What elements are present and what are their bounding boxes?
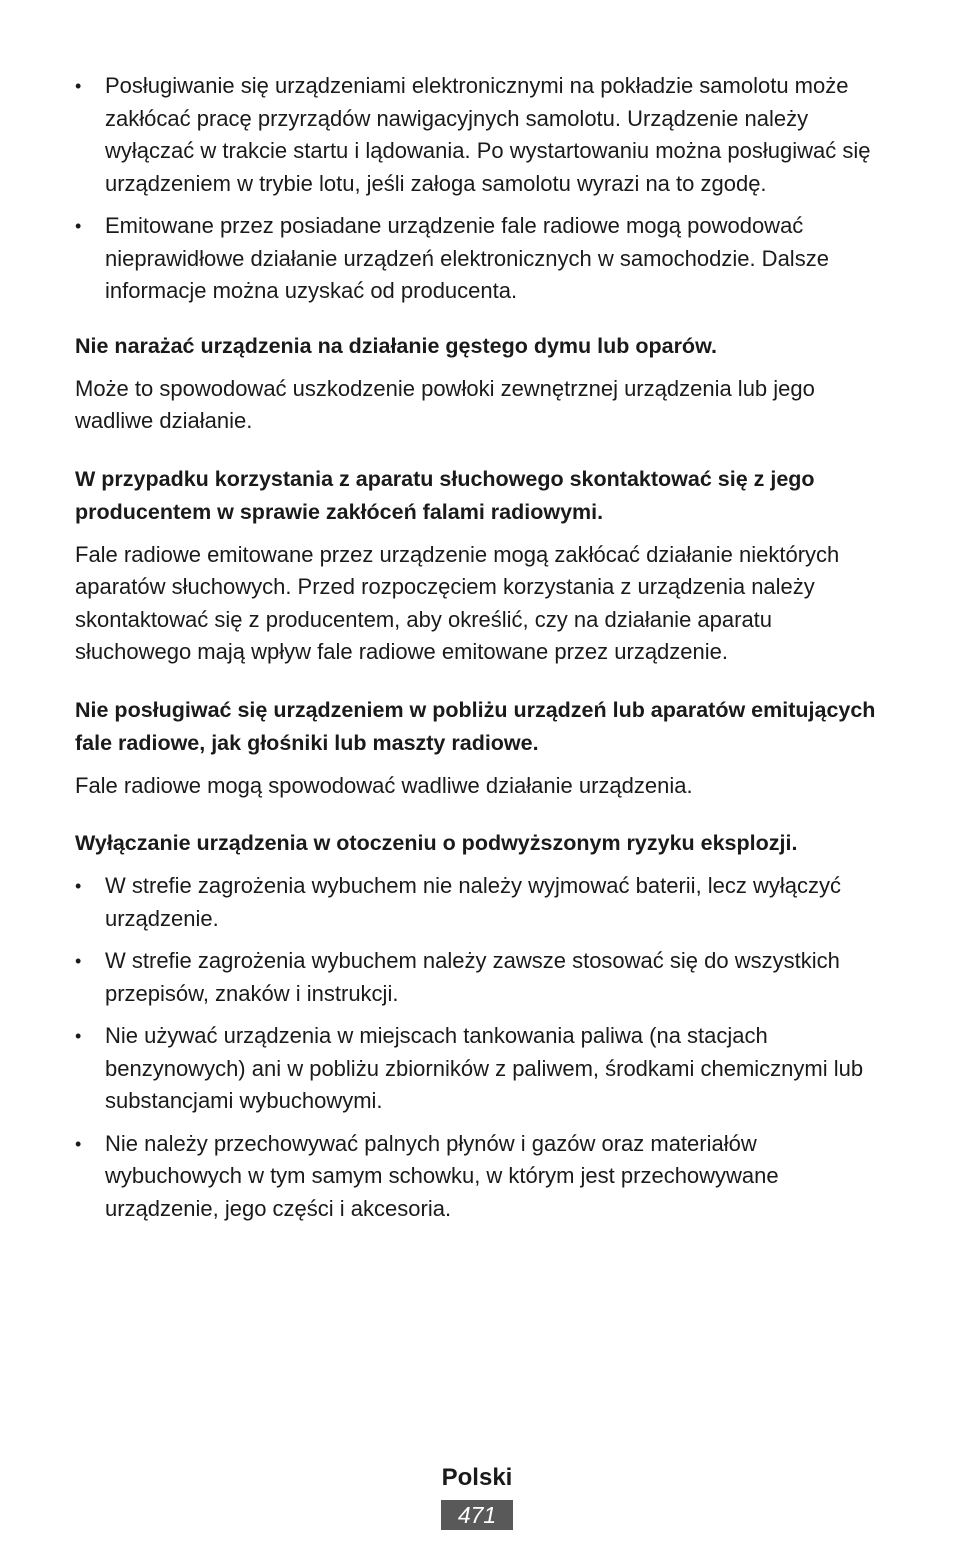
list-item [75, 870, 885, 935]
bullet-icon: • [75, 216, 82, 236]
bullet-icon: • [75, 76, 82, 96]
section-heading-smoke: Nie narażać urządzenia na działanie gęstego dymu lub oparów. [75, 333, 717, 358]
section-text-radio-devices: Fale radiowe mogą spowodować wadliwe działanie urządzenia. [75, 772, 693, 798]
intro-bullet-list [75, 70, 885, 308]
section-heading-explosion-risk: Wyłączanie urządzenia w otoczeniu o podwyższonym ryzyku eksplozji. [75, 831, 798, 855]
explosion-bullet-list [75, 870, 885, 1225]
footer-language: Polski [441, 1464, 513, 1491]
bullet-text: Nie używać urządzenia w miejscach tankowania paliwa (na stacjach benzynowych) ani w pobliżu zbiorników z paliwem, środkami chemicznymi lub substancjami wybuchowymi. [105, 1023, 864, 1113]
list-item [75, 210, 885, 308]
bullet-icon: • [75, 951, 82, 971]
section-text-smoke: Może to spowodować uszkodzenie powłoki zewnętrznej urządzenia lub jego wadliwe działanie. [75, 375, 815, 433]
bullet-icon: • [75, 1133, 82, 1154]
bullet-text: Nie należy przechowywać palnych płynów i gazów oraz materiałów wybuchowych w tym samym schowku, w którym jest przechowywane urządzenie, jego części i akcesoria. [105, 1130, 779, 1221]
document-body [75, 70, 885, 1235]
section-heading-hearing-aid: W przypadku korzystania z aparatu słuchowego skontaktować się z jego producentem w sprawie zakłóceń falami radiowymi. [75, 466, 815, 524]
list-item [75, 70, 885, 200]
bullet-icon: • [75, 876, 82, 896]
bullet-text: W strefie zagrożenia wybuchem należy zawsze stosować się do wszystkich przepisów, znaków i instrukcji. [105, 948, 840, 1006]
list-item [75, 1128, 885, 1226]
page-number-badge: 471 [441, 1500, 513, 1530]
bullet-text: Emitowane przez posiadane urządzenie fale radiowe mogą powodować nieprawidłowe działanie urządzeń elektronicznych w samochodzie. Dalsze informacje można uzyskać od producenta. [105, 213, 829, 303]
list-item [75, 1020, 885, 1118]
section-heading-radio-devices: Nie posługiwać się urządzeniem w pobliżu urządzeń lub aparatów emitujących fale radiowe, jak głośniki lub maszty radiowe. [75, 697, 876, 755]
bullet-text: W strefie zagrożenia wybuchem nie należy wyjmować baterii, lecz wyłączyć urządzenie. [105, 873, 842, 931]
section-text-hearing-aid: Fale radiowe emitowane przez urządzenie mogą zakłócać działanie niektórych aparatów słuchowych. Przed rozpoczęciem korzystania z urządzenia należy skontaktować się z producentem, aby określić, czy na działanie aparatu słuchowego mają wpływ fale radiowe emitowane przez urządzenie. [75, 541, 840, 664]
bullet-icon: • [75, 1026, 82, 1046]
page-footer [0, 1462, 954, 1530]
list-item [75, 945, 885, 1010]
bullet-text: Posługiwanie się urządzeniami elektronicznymi na pokładzie samolotu może zakłócać pracę przyrządów nawigacyjnych samolotu. Urządzenie należy wyłączać w trakcie startu i lądowania. Po wystartowaniu można posługiwać się urządzeniem w trybie lotu, jeśli załoga samolotu wyrazi na to zgodę. [105, 73, 871, 196]
